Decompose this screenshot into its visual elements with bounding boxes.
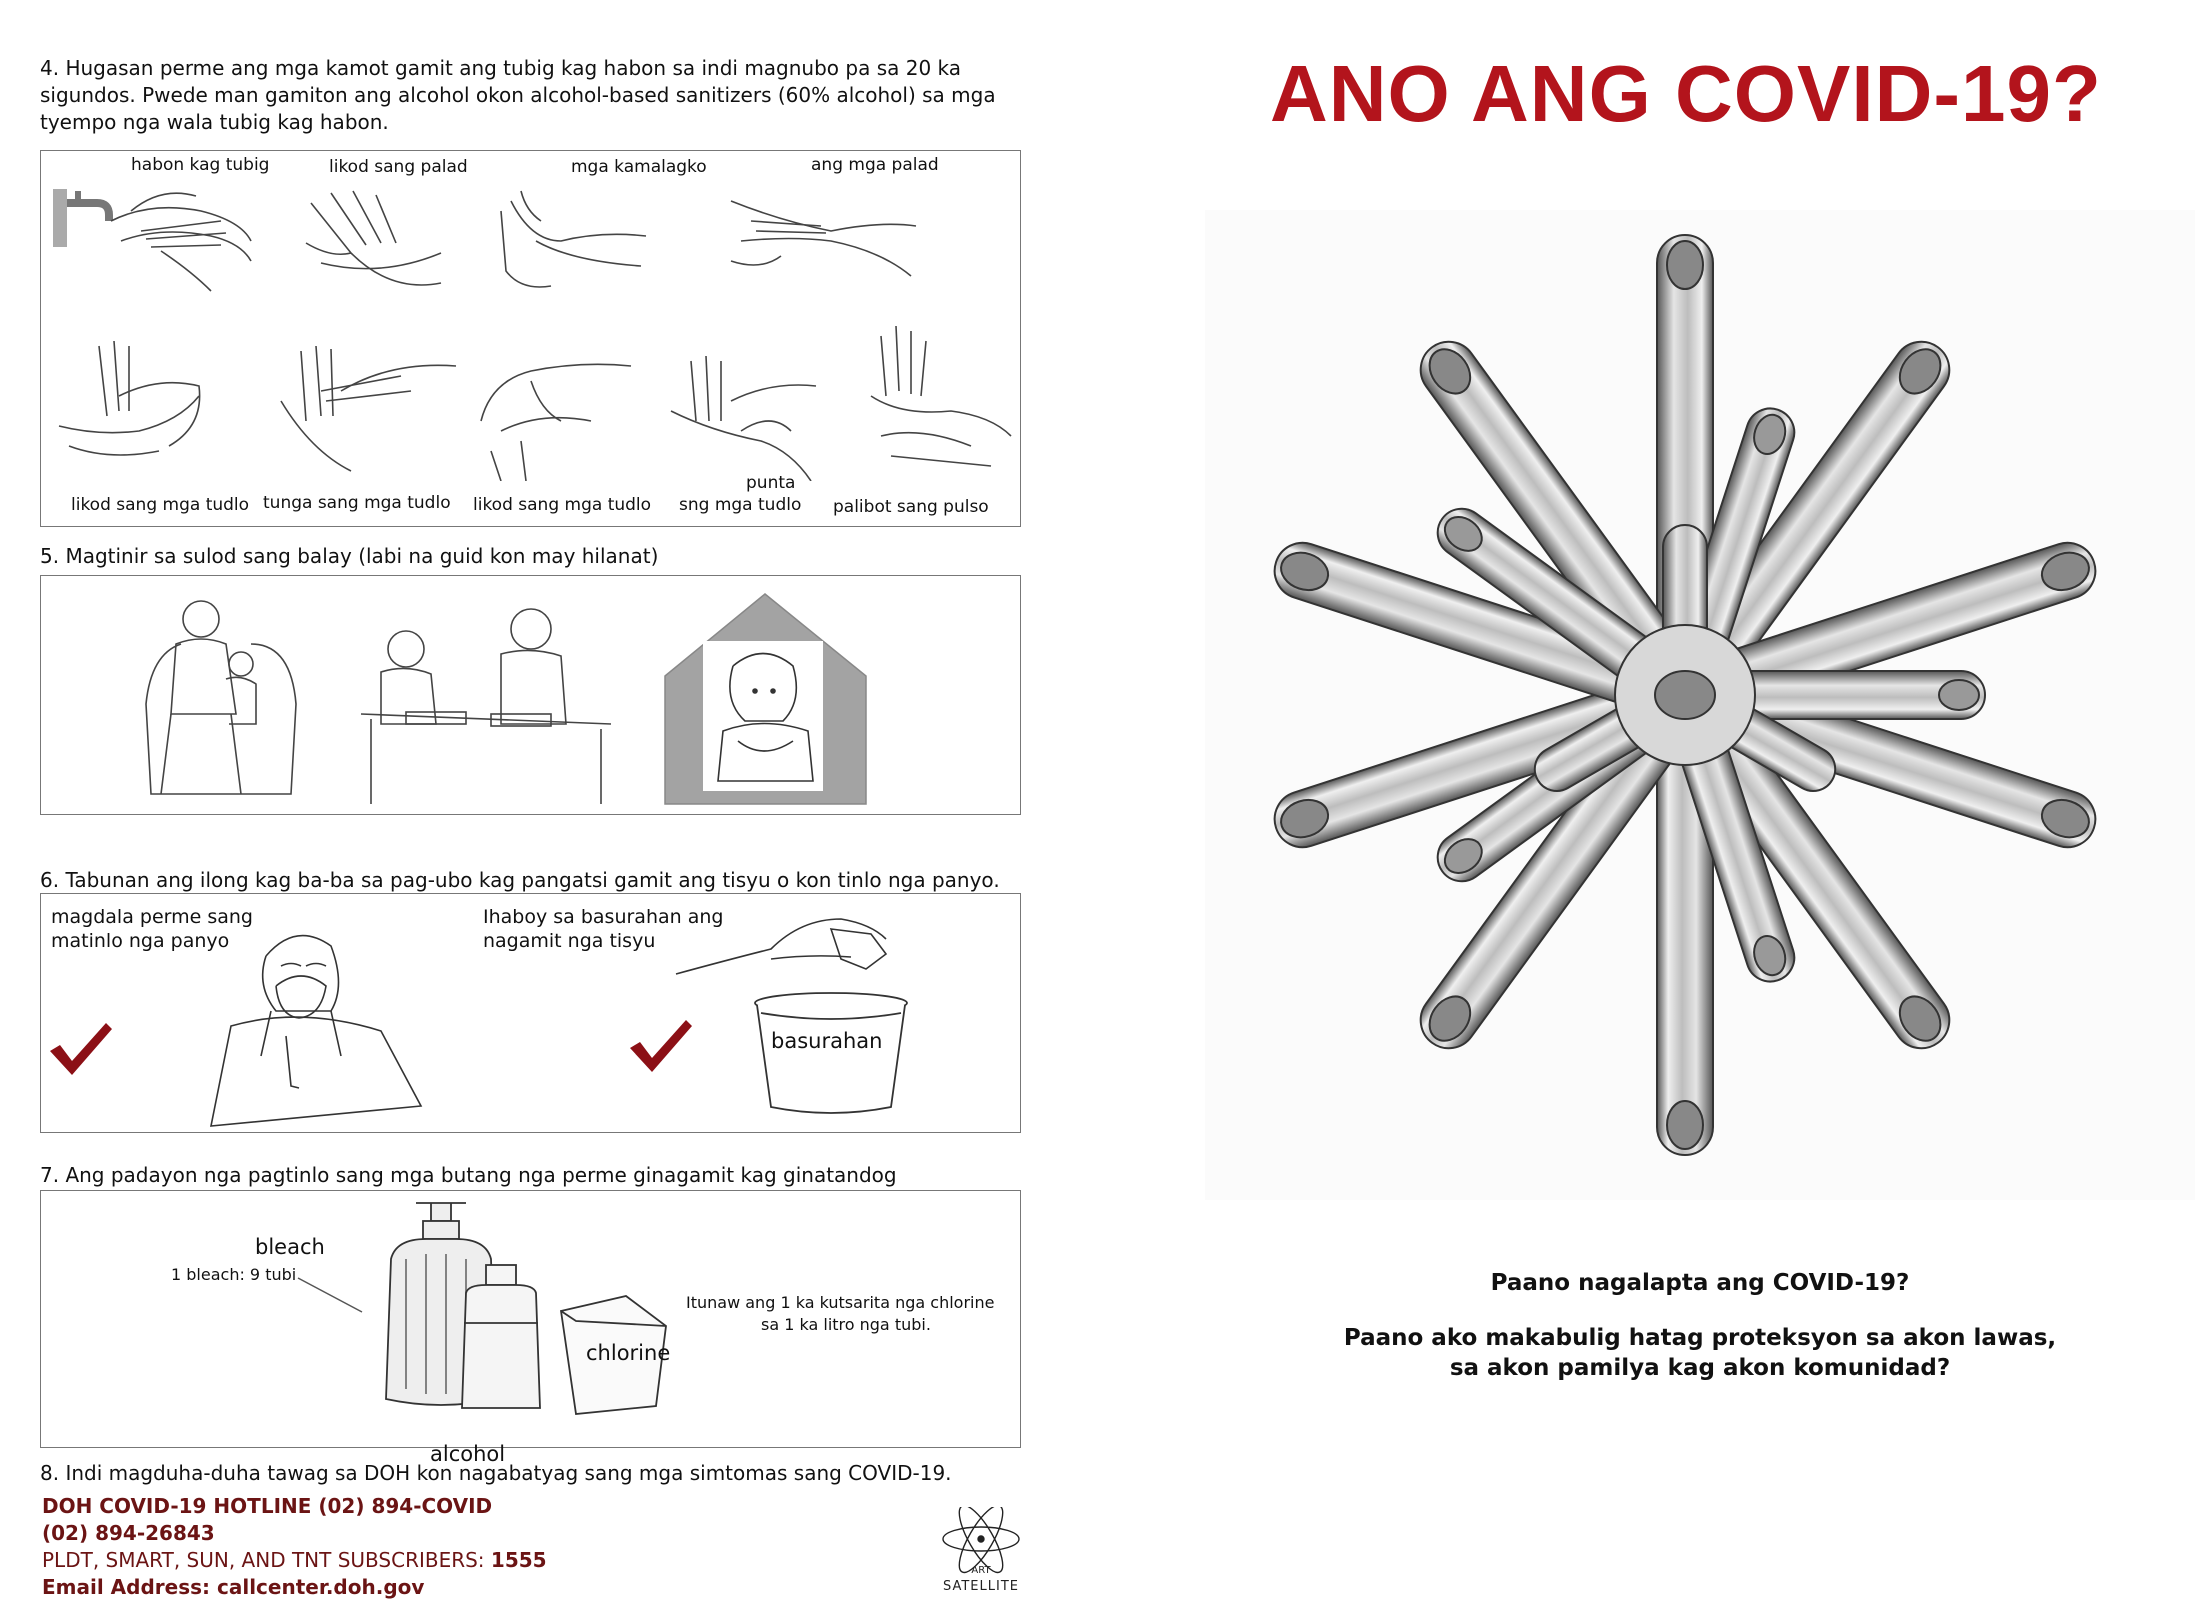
hotline-subscribers: PLDT, SMART, SUN, AND TNT SUBSCRIBERS: [42, 1548, 491, 1572]
hand-tissue-illustration [671, 899, 911, 984]
question-spread: Paano nagalapta ang COVID-19? [1490, 1270, 1910, 1296]
bleach-ratio: 1 bleach: 9 tubi [171, 1265, 297, 1284]
pointer-line [296, 1276, 366, 1316]
fingertips-illustration [661, 341, 821, 481]
art-satellite-logo [937, 1507, 1025, 1597]
back-fingers-illustration [49, 336, 209, 476]
between-fingers-illustration [261, 331, 461, 481]
chlorine-instruction-1: Itunaw ang 1 ka kutsarita nga chlorine [686, 1293, 995, 1312]
label-between-fingers: tunga sang mga tudlo [263, 493, 451, 513]
alcohol-label: alcohol [430, 1442, 506, 1466]
label-back-fingers-2: likod sang mga tudlo [473, 495, 652, 515]
wrist-illustration [841, 316, 1016, 481]
trash-bin-illustration [751, 989, 911, 1119]
parent-child-illustration [131, 584, 301, 809]
bleach-label: bleach [255, 1235, 325, 1259]
virus-illustration [1205, 210, 2195, 1200]
page-title: ANO ANG COVID-19? [1270, 49, 2102, 138]
step-4-text: 4. Hugasan perme ang mga kamot gamit ang tubig kag habon sa indi magnubo pa sa 20 ka sigundos. Pwede man gamiton ang alcohol okon alcohol-based sanitizers (60% alcohol) sa mga tyempo nga wala tubig kag habon. [40, 56, 996, 134]
label-wrist: palibot sang pulso [833, 497, 989, 517]
cleaning-panel [40, 1190, 1021, 1448]
step-7-text: 7. Ang padayon nga pagtinlo sang mga butang nga perme ginagamit kag ginatandog [40, 1163, 897, 1187]
hotline-email: Email Address: callcenter.doh.gov [42, 1575, 425, 1599]
handwashing-panel [40, 150, 1021, 527]
question-protect-line-1: Paano ako makabulig hatag proteksyon sa akon lawas, [1343, 1325, 2057, 1351]
back-fingers-2-illustration [471, 341, 651, 481]
hands-soap-illustration [101, 181, 261, 296]
label-thumbs: mga kamalagko [571, 157, 707, 177]
person-sneezing-illustration [181, 906, 441, 1131]
stay-home-panel [40, 575, 1021, 815]
alcohol-bottle-illustration [456, 1263, 546, 1413]
step-8-text: 8. Indi magduha-duha tawag sa DOH kon nagabatyag sang mga simtomas sang COVID-19. [40, 1461, 952, 1485]
hotline-line-2: (02) 894-26843 [42, 1521, 215, 1545]
label-palms: ang mga palad [811, 155, 939, 175]
cover-cough-panel [40, 893, 1021, 1133]
hotline-line-3 [42, 1548, 547, 1572]
study-table-illustration [351, 594, 621, 809]
label-soap-water: habon kag tubig [131, 155, 270, 175]
step-6-text: 6. Tabunan ang ilong kag ba-ba sa pag-ubo kag pangatsi gamit ang tisyu o kon tinlo nga panyo. [40, 868, 1000, 892]
chlorine-instruction-2: sa 1 ka litro nga tubi. [761, 1315, 931, 1334]
tissue-line-1: Ihaboy sa basurahan ang [483, 906, 724, 928]
chlorine-label: chlorine [586, 1341, 671, 1365]
label-tips-bottom: sng mga tudlo [679, 495, 802, 515]
label-back-palm: likod sang palad [329, 157, 468, 177]
checkmark-icon [626, 1016, 696, 1076]
label-tips-top: punta [746, 473, 796, 493]
logo-satellite-text: SATELLITE [942, 1579, 1019, 1594]
checkmark-icon [46, 1019, 116, 1079]
hanky-line-2: matinlo nga panyo [51, 930, 230, 952]
logo-art-text: ART [971, 1565, 991, 1576]
label-back-fingers: likod sang mga tudlo [71, 495, 250, 515]
hotline-short-number: 1555 [490, 1548, 547, 1572]
palms-illustration [721, 181, 921, 291]
hanky-line-1: magdala perme sang [51, 906, 253, 928]
thumbs-illustration [481, 181, 651, 301]
back-palm-illustration [291, 183, 451, 298]
question-protect-line-2: sa akon pamilya kag akon komunidad? [1449, 1355, 1951, 1381]
tissue-line-2: nagamit nga tisyu [483, 930, 656, 952]
bin-label: basurahan [771, 1029, 883, 1053]
hotline-line-1: DOH COVID-19 HOTLINE (02) 894-COVID [42, 1494, 493, 1518]
child-at-home-illustration [663, 591, 868, 806]
step-5-text: 5. Magtinir sa sulod sang balay (labi na guid kon may hilanat) [40, 544, 659, 568]
